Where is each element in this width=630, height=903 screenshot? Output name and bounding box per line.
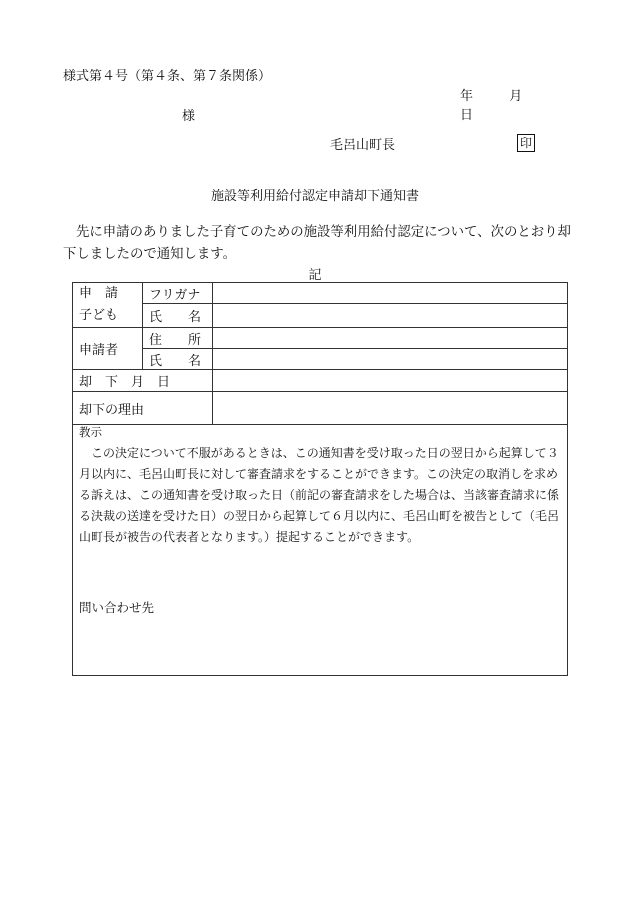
inquiry-label: 問い合わせ先 (79, 600, 155, 615)
rejection-reason-label: 却下の理由 (73, 392, 213, 425)
date-line (460, 85, 560, 123)
ki-label: 記 (308, 268, 322, 283)
notice-box (72, 421, 568, 676)
seal-mark: 印 (517, 134, 535, 152)
date-day: 日 (460, 108, 474, 123)
child-group-cell (73, 283, 143, 328)
notice-heading: 教示 (79, 425, 102, 439)
rejection-reason-value[interactable] (213, 392, 568, 425)
applicant-name-label: 氏 名 (143, 349, 213, 370)
document-title: 施設等利用給付認定申請却下通知書 (210, 189, 419, 204)
address-label: 住 所 (143, 328, 213, 349)
notice-text: この決定について不服があるときは、この通知書を受け取った日の翌日から起算して３月以内に、毛呂山町長に対して審査請求をすることができます。この決定の取消しを求める訴えは、この通知書を受け取った日（前記の審査請求をした場合は、当該審査請求に係る決裁の送達を受けた日）の翌日から起算して６月以内に、毛呂山町を被告として（毛呂山町長が被告の代表者となります。）提起することができます。 (79, 446, 560, 544)
applicant-name-value[interactable] (213, 349, 568, 370)
form-number: 様式第４号（第４条、第７条関係） (63, 69, 272, 84)
child-group-label-2: 子ども (79, 308, 119, 323)
addressee: 様 (182, 109, 196, 124)
child-group-label-1: 申 請 (79, 286, 119, 301)
rejection-date-label: 却 下 月 日 (73, 370, 213, 392)
child-name-label: 氏 名 (143, 304, 213, 328)
date-month: 月 (509, 89, 523, 104)
address-value[interactable] (213, 328, 568, 349)
child-name-value[interactable] (213, 304, 568, 328)
applicant-group-label: 申請者 (73, 328, 143, 370)
furigana-label: フリガナ (143, 283, 213, 304)
body-text: 先に申請のありました子育てのための施設等利用給付認定について、次のとおり却下しましたので通知します。 (63, 225, 571, 262)
date-year: 年 (460, 89, 474, 104)
info-table (72, 282, 568, 425)
issuer: 毛呂山町長 (330, 138, 396, 153)
furigana-value[interactable] (213, 283, 568, 304)
rejection-date-value[interactable] (213, 370, 568, 392)
